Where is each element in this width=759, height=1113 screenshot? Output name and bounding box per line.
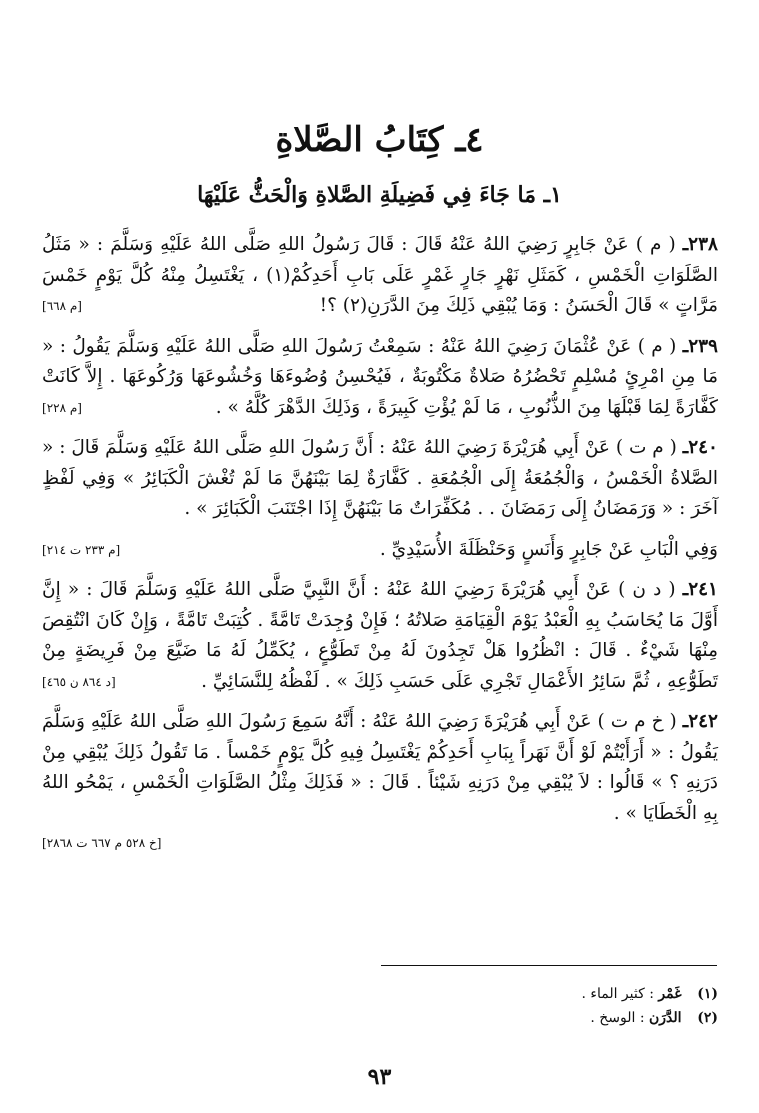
hadith-reference: [د ٨٦٤ ن ٤٦٥] [42,674,116,689]
hadith-number: ٢٣٩ـ [682,335,718,357]
hadith-number: ٢٣٨ـ [682,234,718,255]
bab-line [42,535,718,566]
bab-reference: [م ٢٣٣ ت ٢١٤] [42,542,121,557]
footnote-item [42,982,718,1006]
footnote-word: غَمْر [658,986,682,1002]
hadith-reference: [م ٢٢٨] [42,400,82,415]
footnote-text: : كثير الماء . [581,986,654,1002]
footnote-number: (١) [697,986,718,1002]
hadith-text: ( م ) عَنْ جَابِرٍ رَضِيَ اللهُ عَنْهُ قَالَ : قَالَ رَسُولُ اللهِ صَلَّى اللهُ عَلَيْهِ وَسَلَّمَ : « مَثَلُ الصَّلَوَاتِ الْخَمْسِ ، كَمَثَلِ نَهْرٍ جَارٍ غَمْرٍ عَلَى بَابِ أَحَدِكُمْ(١) ، يَغْتَسِلُ مِنْهُ كُلَّ يَوْمٍ خَمْسَ مَرَّاتٍ » قَالَ الْحَسَنُ : وَمَا يُبْقِي ذَلِكَ مِنَ الدَّرَنِ(٢) ؟! [42,234,718,316]
hadith-241 [42,575,718,697]
hadith-238 [42,230,718,322]
hadith-text: ( م ) عَنْ عُثْمَانَ رَضِيَ اللهُ عَنْهُ : سَمِعْتُ رَسُولَ اللهِ صَلَّى اللهُ عَلَيْهِ وَسَلَّمَ يَقُولُ : « مَا مِنِ امْرِئٍ مُسْلِمٍ تَحْضُرُهُ صَلاةٌ مَكْتُوبَةٌ ، فَيُحْسِنُ وُضُوءَهَا وَخُشُوعَهَا وَرُكُوعَهَا . إِلاَّ كَانَتْ كَفَّارَةً لِمَا قَبْلَهَا مِنَ الذُّنُوبِ ، مَا لَمْ يُؤْتِ كَبِيرَةً ، وَذَلِكَ الدَّهْرَ كُلَّهُ » . [42,335,718,418]
footnote-text: : الوسخ . [590,1010,645,1026]
hadith-number: ٢٤٠ـ [682,437,718,458]
body-text [42,230,718,857]
hadith-reference: [خ ٥٢٨ م ٦٦٧ ت ٢٨٦٨] [42,836,162,850]
footnote-word: الدَّرَن [649,1010,682,1026]
hadith-number: ٢٤٢ـ [682,711,718,732]
hadith-239 [42,332,718,424]
hadith-text: ( د ن ) عَنْ أَبِي هُرَيْرَةَ رَضِيَ اللهُ عَنْهُ : أَنَّ النَّبِيَّ صَلَّى اللهُ عَلَيْهِ وَسَلَّمَ قَالَ : « إِنَّ أَوَّلَ مَا يُحَاسَبُ بِهِ الْعَبْدُ يَوْمَ الْقِيَامَةِ صَلاتُهُ ؛ فَإِنْ وُجِدَتْ تَامَّةً . كُتِبَتْ تَامَّةً ، وَإِنْ كَانَ انْتُقِصَ مِنْهَا شَيْءٌ . قَالَ : انْظُرُوا هَلْ تَجِدُونَ لَهُ مِنْ تَطَوُّعٍ ، يُكَمِّلُ لَهُ مَا ضَيَّعَ مِنْ فَرِيضَةٍ مِنْ تَطَوُّعِهِ ، ثُمَّ سَائِرُ الأَعْمَالِ تَجْرِي عَلَى حَسَبِ ذَلِكَ » . لَفْظُهُ لِلنَّسَائِيِّ . [42,579,718,692]
bab-text: وَفِي الْبَابِ عَنْ جَابِرٍ وَأَنَسٍ وَحَنْظَلَةَ الأُسَيْدِيِّ . [379,538,718,560]
book-title: ٤ـ كِتَابُ الصَّلاةِ [275,120,484,160]
footnote-divider [381,965,717,966]
footnote-item [42,1006,718,1030]
hadith-text: ( خ م ت ) عَنْ أَبِي هُرَيْرَةَ رَضِيَ اللهُ عَنْهُ : أَنَّهُ سَمِعَ رَسُولَ اللهِ صَلَّى اللهُ عَلَيْهِ وَسَلَّمَ يَقُولُ : « أَرَأَيْتُمْ لَوْ أَنَّ نَهَراً بِبَابِ أَحَدِكُمْ يَغْتَسِلُ فِيهِ كُلَّ يَوْمٍ خَمْساً . مَا تَقُولُ ذَلِكَ يُبْقِي مِنْ دَرَنِهِ ؟ » قَالُوا : لاَ يُبْقِي مِنْ دَرَنِهِ شَيْئاً . قَالَ : « فَذَلِكَ مِثْلُ الصَّلَوَاتِ الْخَمْسِ ، يَمْحُو اللهُ بِهِ الْخَطَايَا » . [42,711,718,824]
section-title: ١ـ مَا جَاءَ فِي فَضِيلَةِ الصَّلاةِ وَالْحَثُّ عَلَيْهَا [197,182,562,208]
footnotes [42,982,718,1030]
hadith-number: ٢٤١ـ [682,579,718,600]
hadith-text: ( م ت ) عَنْ أَبِي هُرَيْرَةَ رَضِيَ اللهُ عَنْهُ : أَنَّ رَسُولَ اللهِ صَلَّى اللهُ عَلَيْهِ وَسَلَّمَ قَالَ : « الصَّلاةُ الْخَمْسُ ، وَالْجُمُعَةُ إِلَى الْجُمُعَةِ . كَفَّارَةٌ لِمَا بَيْنَهُنَّ مَا لَمْ تُغْشَ الْكَبَائِرُ » وَفِي لَفْظٍ آخَرَ : « وَرَمَضَانُ إِلَى رَمَضَانَ . . مُكَفِّرَاتٌ مَا بَيْنَهُنَّ إِذَا اجْتَنَبَ الْكَبَائِرَ » . [42,437,718,519]
footnote-number: (٢) [697,1010,718,1026]
page-number: ٩٣ [367,1064,392,1090]
hadith-reference: [م ٦٦٨] [42,299,82,313]
hadith-242 [42,707,718,829]
hadith-240 [42,433,718,525]
